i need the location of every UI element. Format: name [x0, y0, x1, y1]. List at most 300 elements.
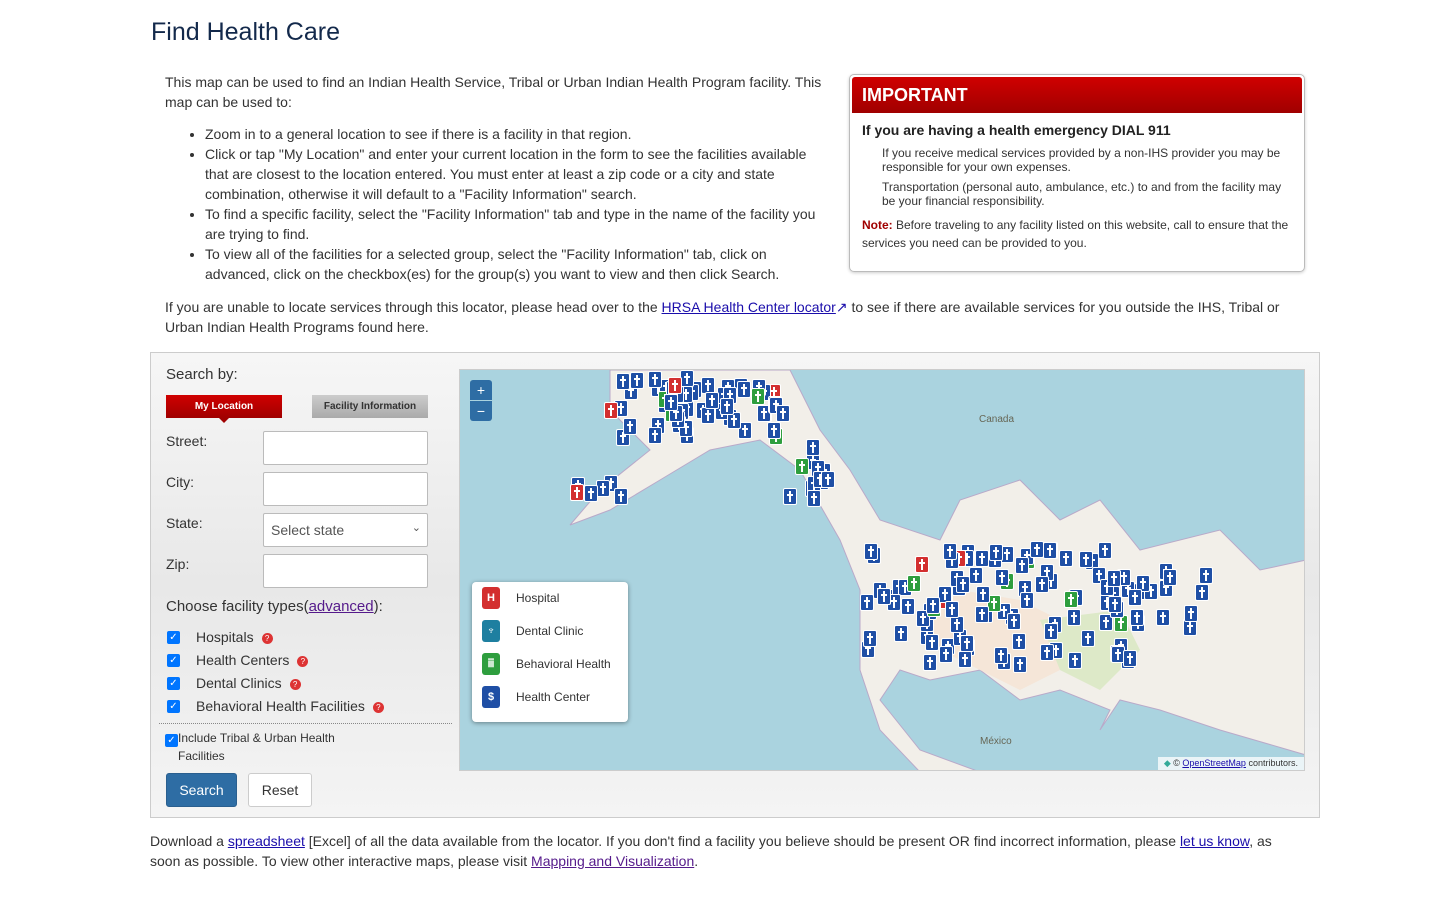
state-select[interactable]	[263, 513, 428, 547]
dental-clinics-checkbox[interactable]: ✓	[167, 677, 180, 690]
facility-marker[interactable]	[975, 550, 989, 567]
caduceus-icon	[1070, 594, 1072, 605]
caduceus-icon	[1205, 570, 1207, 581]
caduceus-icon	[1026, 595, 1028, 606]
caduceus-bar	[920, 616, 926, 618]
footer-t2: [Excel] of all the data available from the locator. If you don't find a facility you believe should be present OR find incorrect information, please	[304, 833, 1180, 849]
caduceus-icon	[1114, 599, 1116, 610]
facility-marker[interactable]	[668, 377, 682, 394]
caduceus-icon	[789, 491, 791, 502]
caduceus-icon	[636, 375, 638, 386]
facility-marker[interactable]	[1108, 596, 1122, 613]
facility-marker[interactable]	[958, 651, 972, 668]
facility-marker[interactable]	[860, 594, 874, 611]
help-icon[interactable]: ?	[290, 679, 301, 690]
caduceus-bar	[684, 376, 690, 378]
caduceus-bar	[673, 411, 679, 413]
facility-marker[interactable]	[795, 458, 809, 475]
caduceus-bar	[761, 411, 767, 413]
caduceus-bar	[930, 603, 936, 605]
search-by-label: Search by:	[166, 366, 238, 383]
caduceus-icon	[964, 654, 966, 665]
help-icon[interactable]: ?	[262, 633, 273, 644]
state-select-value: Select state	[271, 522, 345, 538]
chevron-down-icon: ⌄	[411, 522, 421, 534]
facility-marker[interactable]	[925, 634, 939, 651]
reset-button[interactable]: Reset	[248, 773, 312, 807]
caduceus-icon	[904, 582, 906, 593]
caduceus-icon	[951, 604, 953, 615]
caduceus-icon	[1104, 545, 1106, 556]
caduceus-icon	[782, 408, 784, 419]
behavioral-text: Behavioral Health Facilities	[196, 698, 365, 714]
facility-marker[interactable]	[1123, 650, 1137, 667]
important-box	[849, 74, 1305, 272]
caduceus-icon	[993, 598, 995, 609]
caduceus-bar	[742, 428, 748, 430]
facility-marker[interactable]	[1059, 550, 1073, 567]
caduceus-icon	[1065, 553, 1067, 564]
caduceus-icon	[1117, 649, 1119, 660]
facility-marker[interactable]	[1013, 656, 1027, 673]
caduceus-bar	[1072, 658, 1078, 660]
caduceus-bar	[655, 423, 661, 425]
facility-marker[interactable]	[975, 606, 989, 623]
caduceus-icon	[883, 591, 885, 602]
caduceus-bar	[1048, 629, 1054, 631]
caduceus-icon	[1001, 572, 1003, 583]
facility-marker[interactable]	[630, 372, 644, 389]
caduceus-icon	[921, 559, 923, 570]
caduceus-bar	[1044, 570, 1050, 572]
facility-marker[interactable]	[720, 398, 734, 415]
facility-marker[interactable]	[623, 418, 637, 435]
caduceus-bar	[1019, 563, 1025, 565]
caduceus-icon	[981, 553, 983, 564]
page-title: Find Health Care	[151, 18, 340, 46]
facility-marker[interactable]	[864, 543, 878, 560]
caduceus-icon	[773, 425, 775, 436]
caduceus-bar	[1053, 648, 1059, 650]
caduceus-icon	[931, 637, 933, 648]
active-tab-pointer	[219, 418, 229, 428]
facility-marker[interactable]	[664, 394, 678, 411]
caduceus-icon	[1162, 612, 1164, 623]
facility-marker[interactable]	[1035, 576, 1049, 593]
caduceus-icon	[1021, 560, 1023, 571]
caduceus-icon	[1142, 578, 1144, 589]
health-centers-text: Health Centers	[196, 652, 290, 668]
caduceus-icon	[1087, 633, 1089, 644]
caduceus-icon	[576, 487, 578, 498]
facility-marker[interactable]	[1043, 542, 1057, 559]
behavioral-checkbox[interactable]: ✓	[167, 700, 180, 713]
caduceus-icon	[1134, 592, 1136, 603]
caduceus-icon	[610, 478, 612, 489]
hospitals-checkbox[interactable]: ✓	[167, 631, 180, 644]
caduceus-bar	[1134, 615, 1140, 617]
caduceus-bar	[810, 445, 816, 447]
caduceus-bar	[962, 657, 968, 659]
facility-marker[interactable]	[604, 402, 618, 419]
include-tribal-checkbox[interactable]: ✓	[165, 734, 178, 747]
caduceus-bar	[919, 562, 925, 564]
caduceus-bar	[1188, 611, 1194, 613]
caduceus-bar	[620, 379, 626, 381]
caduceus-icon	[949, 546, 951, 557]
caduceus-bar	[620, 435, 626, 437]
facility-marker[interactable]	[915, 556, 929, 573]
caduceus-icon	[1113, 573, 1115, 584]
facility-marker[interactable]	[616, 373, 630, 390]
caduceus-bar	[1118, 621, 1124, 623]
facility-marker[interactable]	[1184, 605, 1198, 622]
health-centers-checkbox[interactable]: ✓	[167, 654, 180, 667]
facility-marker[interactable]	[950, 616, 964, 633]
facility-marker[interactable]	[648, 371, 662, 388]
caduceus-bar	[724, 404, 730, 406]
caduceus-bar	[1017, 662, 1023, 664]
city-label: City:	[166, 474, 194, 490]
caduceus-bar	[864, 600, 870, 602]
facility-marker[interactable]	[584, 485, 598, 502]
facility-marker[interactable]	[1040, 644, 1054, 661]
intro-bullet: • Click or tap "My Location" and enter your current location in the form to see the facilities available that are closest to the location entered. You must enter at least a zip code or a city and state combination, otherwise it will default to a "Facility Information" search.	[205, 144, 825, 204]
caduceus-bar	[868, 549, 874, 551]
caduceus-bar	[898, 631, 904, 633]
facility-marker[interactable]	[737, 381, 751, 398]
caduceus-icon	[813, 493, 815, 504]
caduceus-icon	[610, 405, 612, 416]
state-label: State:	[166, 515, 203, 531]
caduceus-icon	[982, 589, 984, 600]
caduceus-bar	[634, 378, 640, 380]
facility-marker[interactable]	[1128, 589, 1142, 606]
facility-marker[interactable]	[776, 405, 790, 422]
caduceus-bar	[980, 592, 986, 594]
caduceus-bar	[979, 556, 985, 558]
facility-marker[interactable]	[1163, 569, 1177, 586]
caduceus-icon	[956, 619, 958, 630]
divider	[159, 723, 452, 724]
caduceus-icon	[1136, 612, 1138, 623]
facility-marker[interactable]	[1067, 609, 1081, 626]
map-attribution	[1158, 757, 1304, 770]
caduceus-bar	[964, 641, 970, 643]
facility-marker[interactable]	[877, 588, 891, 605]
facility-map[interactable]	[459, 369, 1305, 771]
caduceus-bar	[1115, 652, 1121, 654]
caduceus-icon	[962, 579, 964, 590]
caduceus-bar	[1160, 615, 1166, 617]
footer-t4: .	[694, 853, 699, 869]
caduceus-bar	[652, 377, 658, 379]
legend-label: Dental Clinic	[516, 624, 584, 638]
caduceus-icon	[1041, 579, 1043, 590]
people-icon: ⅲ	[482, 653, 500, 675]
caduceus-bar	[755, 394, 761, 396]
caduceus-icon	[1013, 616, 1015, 627]
caduceus-bar	[927, 660, 933, 662]
hrsa-text	[165, 297, 1305, 337]
facility-marker[interactable]	[701, 407, 715, 424]
caduceus-icon	[686, 373, 688, 384]
facility-marker[interactable]	[767, 422, 781, 439]
caduceus-icon	[1123, 572, 1125, 583]
facility-marker[interactable]	[901, 598, 915, 615]
hospitals-label	[196, 629, 273, 645]
facility-marker[interactable]	[1098, 542, 1112, 559]
caduceus-icon	[1129, 653, 1131, 664]
facility-marker[interactable]	[1030, 541, 1044, 558]
facility-marker[interactable]	[614, 488, 628, 505]
spreadsheet-link[interactable]: spreadsheet	[227, 833, 305, 849]
caduceus-icon	[654, 430, 656, 441]
facility-marker[interactable]	[1199, 567, 1213, 584]
hrsa-link[interactable]: HRSA Health Center locator	[661, 299, 836, 315]
facility-marker[interactable]	[995, 569, 1009, 586]
caduceus-icon	[620, 403, 622, 414]
facility-marker[interactable]	[1007, 613, 1021, 630]
advanced-link[interactable]: advanced	[308, 598, 374, 615]
caduceus-bar	[1140, 581, 1146, 583]
facility-marker[interactable]	[1044, 623, 1058, 640]
caduceus-icon	[944, 589, 946, 600]
caduceus-icon	[590, 488, 592, 499]
caduceus-icon	[1169, 572, 1171, 583]
caduceus-bar	[1063, 556, 1069, 558]
facility-marker[interactable]	[1015, 557, 1029, 574]
caduceus-icon	[707, 380, 709, 391]
caduceus-icon	[685, 423, 687, 434]
facility-marker[interactable]	[806, 439, 820, 456]
tab-my-location[interactable]: My Location	[166, 395, 282, 418]
caduceus-icon	[1189, 622, 1191, 633]
facility-marker[interactable]	[751, 388, 765, 405]
caduceus-bar	[1071, 615, 1077, 617]
caduceus-bar	[1024, 598, 1030, 600]
caduceus-bar	[911, 581, 917, 583]
note-label: Note:	[862, 218, 893, 232]
facility-marker[interactable]	[596, 480, 610, 497]
caduceus-icon	[744, 425, 746, 436]
caduceus-bar	[709, 398, 715, 400]
caduceus-bar	[1203, 573, 1209, 575]
locator-panel	[150, 352, 1320, 818]
mapping-link[interactable]: Mapping and Visualization	[531, 853, 695, 869]
facility-marker[interactable]	[1195, 584, 1209, 601]
caduceus-icon	[757, 391, 759, 402]
caduceus-bar	[787, 494, 793, 496]
street-input[interactable]	[263, 431, 428, 465]
caduceus-icon	[726, 401, 728, 412]
help-icon[interactable]: ?	[297, 656, 308, 667]
zoom-out-button[interactable]: −	[470, 401, 492, 421]
caduceus-icon	[932, 600, 934, 611]
facility-marker[interactable]	[1107, 570, 1121, 587]
caduceus-bar	[998, 653, 1004, 655]
caduceus-bar	[1111, 576, 1117, 578]
tab-facility-information[interactable]: Facility Information	[312, 395, 428, 418]
caduceus-bar	[1004, 552, 1010, 554]
caduceus-icon	[801, 461, 803, 472]
caduceus-bar	[1085, 636, 1091, 638]
facility-marker[interactable]	[945, 601, 959, 618]
facility-marker[interactable]	[1130, 609, 1144, 626]
attribution-post: contributors.	[1248, 758, 1298, 768]
caduceus-bar	[627, 424, 633, 426]
facility-marker[interactable]	[923, 654, 937, 671]
facility-marker[interactable]	[1064, 591, 1078, 608]
caduceus-bar	[727, 393, 733, 395]
caduceus-bar	[993, 550, 999, 552]
caduceus-icon	[674, 380, 676, 391]
note-text	[862, 216, 1292, 252]
zip-label: Zip:	[166, 556, 190, 572]
facility-marker[interactable]	[976, 586, 990, 603]
legend-label: Hospital	[516, 591, 560, 605]
emergency-heading: If you are having a health emergency DIAL 911	[862, 122, 1171, 138]
important-header: IMPORTANT	[852, 77, 1302, 113]
caduceus-icon	[975, 570, 977, 581]
search-button[interactable]: Search	[166, 773, 237, 807]
facility-marker[interactable]	[783, 488, 797, 505]
caduceus-icon	[1019, 659, 1021, 670]
facility-marker[interactable]	[648, 427, 662, 444]
legend-health-center	[482, 685, 590, 709]
caduceus-icon	[1000, 650, 1002, 661]
caduceus-icon	[913, 578, 915, 589]
facility-marker[interactable]	[1012, 633, 1026, 650]
facility-marker[interactable]	[994, 647, 1008, 664]
caduceus-bar	[600, 486, 606, 488]
caduceus-bar	[929, 640, 935, 642]
city-input[interactable]	[263, 472, 428, 506]
caduceus-bar	[947, 549, 953, 551]
facility-types-label	[166, 598, 383, 615]
facility-marker[interactable]	[1068, 652, 1082, 669]
facility-marker[interactable]	[863, 630, 877, 647]
osm-link[interactable]: OpenStreetMap	[1182, 758, 1246, 768]
facility-marker[interactable]	[1020, 592, 1034, 609]
caduceus-bar	[1039, 582, 1045, 584]
caduceus-icon	[602, 483, 604, 494]
dental-clinics-text: Dental Clinics	[196, 675, 282, 691]
caduceus-bar	[1127, 656, 1133, 658]
caduceus-bar	[999, 575, 1005, 577]
caduceus-bar	[1199, 590, 1205, 592]
caduceus-bar	[960, 582, 966, 584]
canada-label: Canada	[979, 414, 1015, 425]
facility-marker[interactable]	[989, 544, 1003, 561]
caduceus-bar	[1103, 620, 1109, 622]
facility-marker[interactable]	[926, 597, 940, 614]
facility-marker[interactable]	[907, 575, 921, 592]
help-icon[interactable]: ?	[373, 702, 384, 713]
health-centers-label	[196, 652, 308, 668]
caduceus-bar	[608, 408, 614, 410]
caduceus-bar	[1044, 650, 1050, 652]
caduceus-bar	[811, 496, 817, 498]
caduceus-bar	[1102, 548, 1108, 550]
caduceus-bar	[588, 491, 594, 493]
legend-hospital	[482, 586, 559, 610]
facility-marker[interactable]	[570, 484, 584, 501]
facility-marker[interactable]	[1081, 630, 1095, 647]
footer-t1: Download a	[150, 833, 228, 849]
caduceus-icon: $	[482, 686, 500, 708]
caduceus-bar	[1022, 586, 1028, 588]
caduceus-icon	[893, 597, 895, 608]
caduceus-bar	[618, 494, 624, 496]
caduceus-bar	[741, 387, 747, 389]
caduceus-bar	[1068, 597, 1074, 599]
dental-clinics-label	[196, 675, 301, 691]
caduceus-icon	[1150, 586, 1152, 597]
facility-marker[interactable]	[960, 635, 974, 652]
caduceus-bar	[668, 400, 674, 402]
map-legend	[472, 582, 628, 722]
caduceus-icon	[685, 389, 687, 400]
caduceus-icon	[743, 384, 745, 395]
zip-input[interactable]	[263, 554, 428, 588]
caduceus-icon	[733, 415, 735, 426]
caduceus-bar	[1167, 575, 1173, 577]
caduceus-icon	[907, 601, 909, 612]
caduceus-icon	[1085, 554, 1087, 565]
zoom-in-button[interactable]: +	[470, 380, 492, 400]
legend-behavioral	[482, 652, 611, 676]
caduceus-icon	[1074, 655, 1076, 666]
intro-bullet: • To find a specific facility, select the "Facility Information" tab and type in the name of the facility you are trying to find.	[205, 204, 825, 244]
caduceus-bar	[771, 428, 777, 430]
facility-marker[interactable]	[939, 646, 953, 663]
caduceus-bar	[973, 573, 979, 575]
facility-marker[interactable]	[894, 625, 908, 642]
caduceus-bar	[979, 612, 985, 614]
expenses-text: If you receive medical services provided by a non-IHS provider you may be responsible for your own expenses.	[882, 146, 1281, 174]
caduceus-icon	[622, 376, 624, 387]
intro-text: This map can be used to find an Indian Health Service, Tribal or Urban Indian Health Program facility. This map can be used to:	[165, 74, 822, 110]
caduceus-bar	[825, 477, 831, 479]
caduceus-bar	[1187, 625, 1193, 627]
tooth-icon: ♆	[482, 620, 500, 642]
facility-marker[interactable]	[705, 392, 719, 409]
caduceus-bar	[943, 652, 949, 654]
street-label: Street:	[166, 433, 208, 449]
caduceus-bar	[865, 647, 871, 649]
facility-marker[interactable]	[1156, 609, 1170, 626]
facility-marker[interactable]	[807, 490, 821, 507]
caduceus-bar	[705, 413, 711, 415]
caduceus-icon	[763, 408, 765, 419]
let-us-know-link[interactable]: let us know	[1179, 833, 1250, 849]
caduceus-icon	[1055, 645, 1057, 656]
caduceus-icon	[869, 633, 871, 644]
behavioral-label	[196, 698, 384, 714]
facility-marker[interactable]	[969, 567, 983, 584]
external-link-icon: ↗	[835, 299, 848, 315]
caduceus-bar	[756, 385, 762, 387]
caduceus-icon	[1201, 587, 1203, 598]
facility-marker[interactable]	[821, 471, 835, 488]
note-body: Before traveling to any facility listed on this website, call to ensure that the services you need can be provided to you.	[862, 218, 1289, 250]
facility-marker[interactable]	[1079, 551, 1093, 568]
facility-marker[interactable]	[943, 543, 957, 560]
caduceus-icon	[670, 397, 672, 408]
caduceus-bar	[1163, 586, 1169, 588]
footer-t3: , as soon as possible. To view other interactive maps, please visit	[150, 833, 1272, 869]
